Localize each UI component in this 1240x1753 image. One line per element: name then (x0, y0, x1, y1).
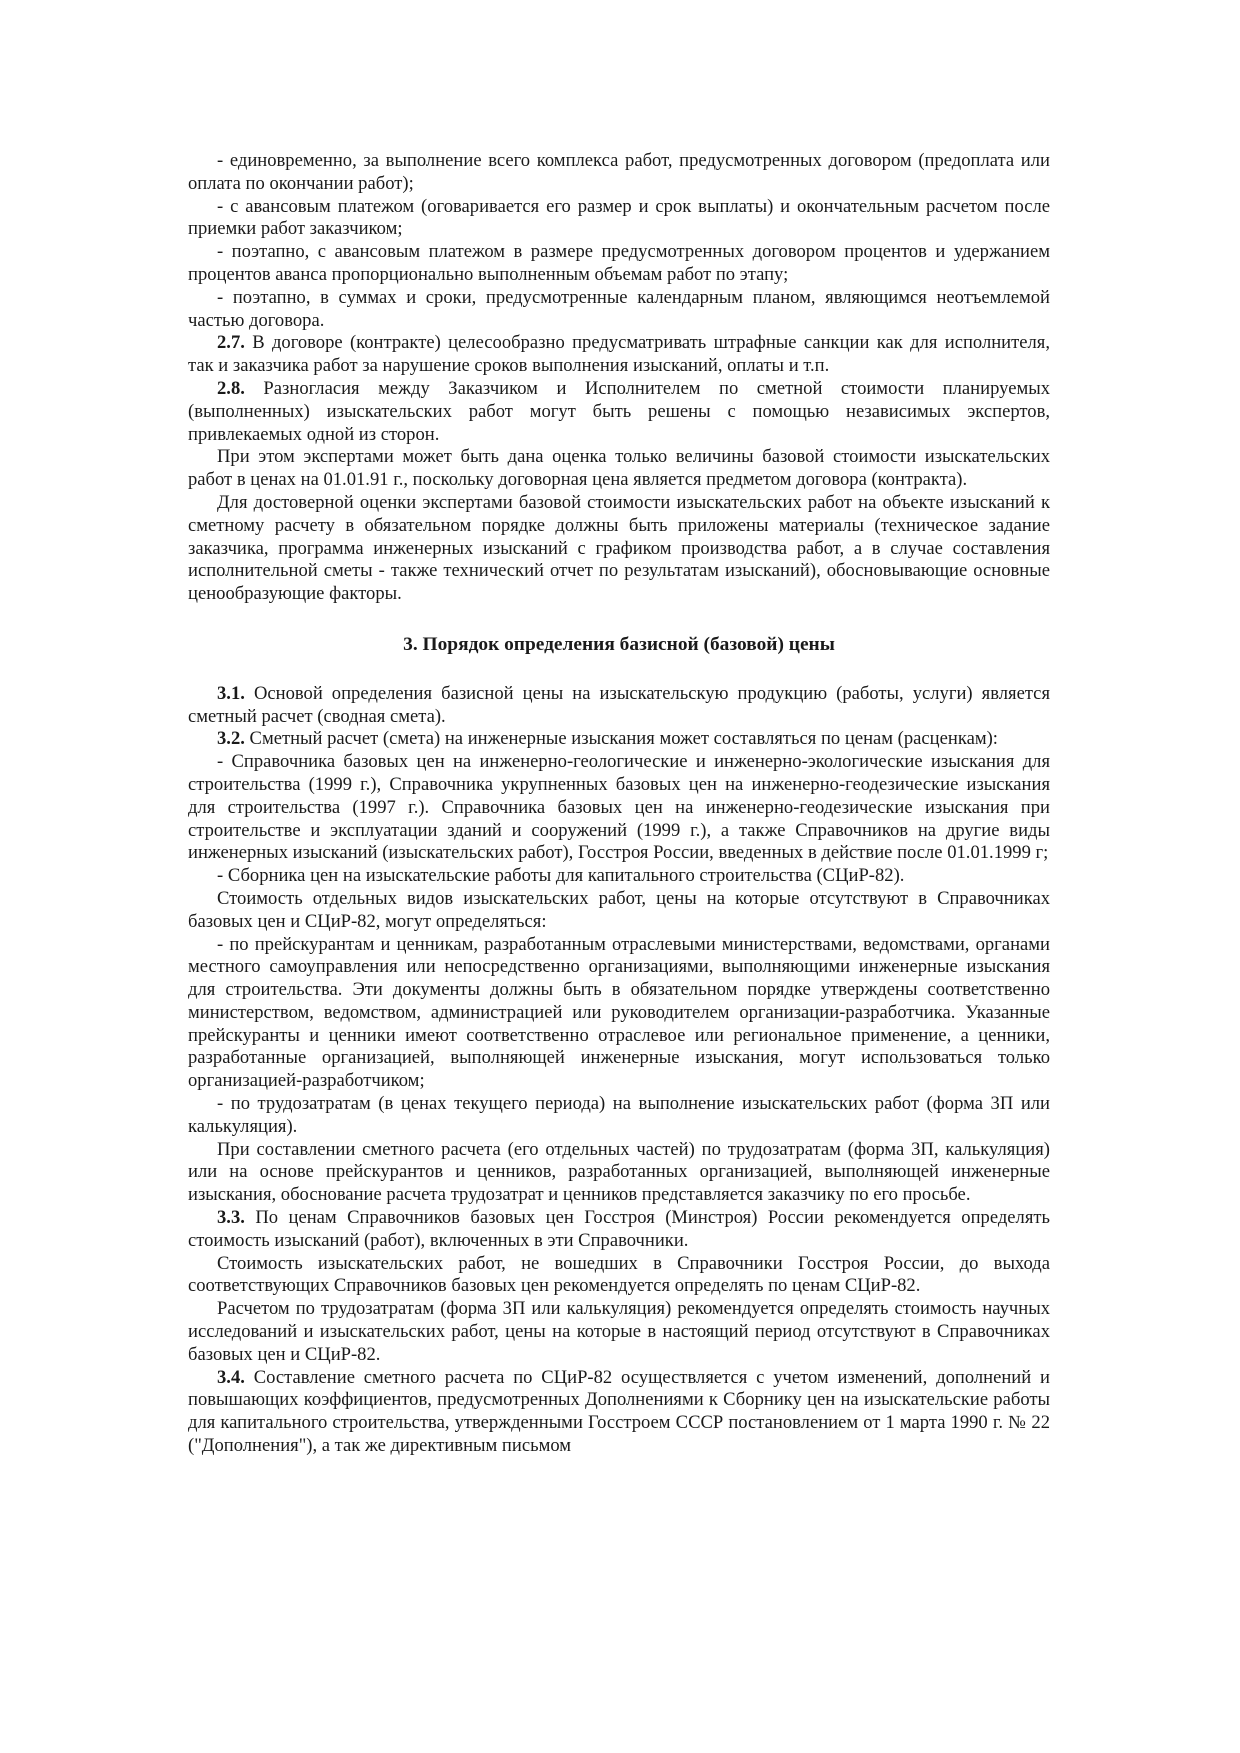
paragraph (188, 888, 1050, 934)
paragraph (188, 683, 1050, 729)
paragraph-text: - по прейскурантам и ценникам, разработанным отраслевыми министерствами, ведомствами, органами местного самоуправления или непосредственно организациями, выполняющими инженерные изыскания для строительства. Эти документы должны быть в обязательном порядке утверждены соответственно министерством, ведомством, администрацией или руководителем организации-разработчика. Указанные прейскуранты и ценники имеют соответственно отраслевое или региональное применение, а ценники, разработанные организацией, выполняющей инженерные изыскания, могут использоваться только организацией-разработчиком; (188, 933, 1050, 1092)
paragraph-text: Основой определения базисной цены на изыскательскую продукцию (работы, услуги) является сметный расчет (сводная смета). (188, 682, 1050, 727)
paragraph (188, 287, 1050, 333)
paragraph-text: - единовременно, за выполнение всего комплекса работ, предусмотренных договором (предоплата или оплата по окончании работ); (188, 150, 1050, 194)
paragraph-text: При этом экспертами может быть дана оценка только величины базовой стоимости изыскательских работ в ценах на 01.01.91 г., поскольку договорная цена является предметом договора (контракта). (188, 446, 1050, 491)
paragraph-text: Разногласия между Заказчиком и Исполнителем по сметной стоимости планируемых (выполненных) изыскательских работ могут быть решены с помощью независимых экспертов, привлекаемых одной из сторон. (188, 377, 1050, 445)
paragraph (188, 492, 1050, 606)
paragraph (188, 241, 1050, 287)
paragraph (188, 1207, 1050, 1253)
paragraph-text: Стоимость изыскательских работ, не вошедших в Справочники Госстроя России, до выхода соответствующих Справочников базовых цен рекомендуется определять по ценам СЦиР-82. (188, 1252, 1050, 1297)
paragraph-number: 3.4. (217, 1366, 245, 1388)
document-page (188, 150, 1050, 1458)
paragraph (188, 446, 1050, 492)
paragraph-text: По ценам Справочников базовых цен Госстроя (Минстроя) России рекомендуется определять стоимость изысканий (работ), включенных в эти Справочники. (188, 1207, 1050, 1251)
paragraph (188, 150, 1050, 196)
paragraph (188, 1367, 1050, 1458)
paragraph-text: Стоимость отдельных видов изыскательских работ, цены на которые отсутствуют в Справочниках базовых цен и СЦиР-82, могут определяться: (188, 887, 1050, 932)
paragraph-text: Составление сметного расчета по СЦиР-82 осуществляется с учетом изменений, дополнений и повышающих коэффициентов, предусмотренных Дополнениями к Сборнику цен на изыскательские работы для капитального строительства, утвержденными Госстроем СССР постановлением от 1 марта 1990 г. № 22 ("Дополнения"), а так же директивным письмом (188, 1366, 1050, 1457)
paragraph (188, 378, 1050, 446)
section-3-heading: 3. Порядок определения базисной (базовой) цены (403, 633, 835, 655)
section-3-body (188, 683, 1050, 1458)
paragraph-number: 2.7. (217, 332, 245, 354)
paragraph-text: В договоре (контракте) целесообразно предусматривать штрафные санкции как для исполнителя, так и заказчика работ за нарушение сроков выполнения изысканий, оплаты и т.п. (188, 332, 1050, 377)
paragraph (188, 1253, 1050, 1299)
paragraph-text: - поэтапно, в суммах и сроки, предусмотренные календарным планом, являющимся неотъемлемой частью договора. (188, 286, 1050, 331)
paragraph-number: 3.1. (217, 682, 245, 704)
paragraph-text: При составлении сметного расчета (его отдельных частей) по трудозатратам (форма 3П, калькуляция) или на основе прейскурантов и ценников, разработанных организацией, выполняющей инженерные изыскания, обоснование расчета трудозатрат и ценников представляется заказчику по его просьбе. (188, 1138, 1050, 1206)
paragraph-text: Расчетом по трудозатратам (форма 3П или калькуляция) рекомендуется определять стоимость научных исследований и изыскательских работ, цены на которые в настоящий период отсутствуют в Справочниках базовых цен и СЦиР-82. (188, 1298, 1050, 1365)
section-2-continuation (188, 150, 1050, 606)
paragraph-text: - по трудозатратам (в ценах текущего периода) на выполнение изыскательских работ (форма 3П или калькуляция). (188, 1093, 1050, 1137)
paragraph (188, 728, 1050, 751)
paragraph-text: Для достоверной оценки экспертами базовой стоимости изыскательских работ на объекте изысканий к сметному расчету в обязательном порядке должны быть приложены материалы (техническое задание заказчика, программа инженерных изысканий с графиком производства работ, а в случае составления исполнительной сметы - также технический отчет по результатам изысканий), обосновывающие основные ценообразующие факторы. (188, 491, 1050, 605)
paragraph-number: 3.3. (217, 1207, 245, 1229)
paragraph-text: - с авансовым платежом (оговаривается его размер и срок выплаты) и окончательным расчетом после приемки работ заказчиком; (188, 195, 1050, 240)
paragraph (188, 865, 1050, 888)
paragraph (188, 934, 1050, 1094)
paragraph (188, 1093, 1050, 1139)
paragraph-text: Сметный расчет (смета) на инженерные изыскания может составляться по ценам (расценкам): (244, 728, 998, 750)
paragraph-number: 3.2. (217, 728, 245, 750)
paragraph (188, 332, 1050, 378)
paragraph-text: - поэтапно, с авансовым платежом в размере предусмотренных договором процентов и удержанием процентов аванса пропорционально выполненным объемам работ по этапу; (188, 241, 1050, 285)
paragraph (188, 1298, 1050, 1366)
paragraph-text: - Сборника цен на изыскательские работы для капитального строительства (СЦиР-82). (217, 865, 905, 887)
paragraph (188, 196, 1050, 242)
paragraph-number: 2.8. (217, 377, 245, 399)
paragraph (188, 1139, 1050, 1207)
paragraph-text: - Справочника базовых цен на инженерно-геологические и инженерно-экологические изыскания для строительства (1999 г.), Справочника укрупненных базовых цен на инженерно-геодезические изыскания для строительства (1997 г.). Справочника базовых цен на инженерно-геодезические изыскания при строительстве и эксплуатации зданий и сооружений (1999 г.), а также Справочников на другие виды инженерных изысканий (изыскательских работ), Госстроя России, введенных в действие после 01.01.1999 г; (188, 751, 1050, 864)
paragraph (188, 751, 1050, 865)
